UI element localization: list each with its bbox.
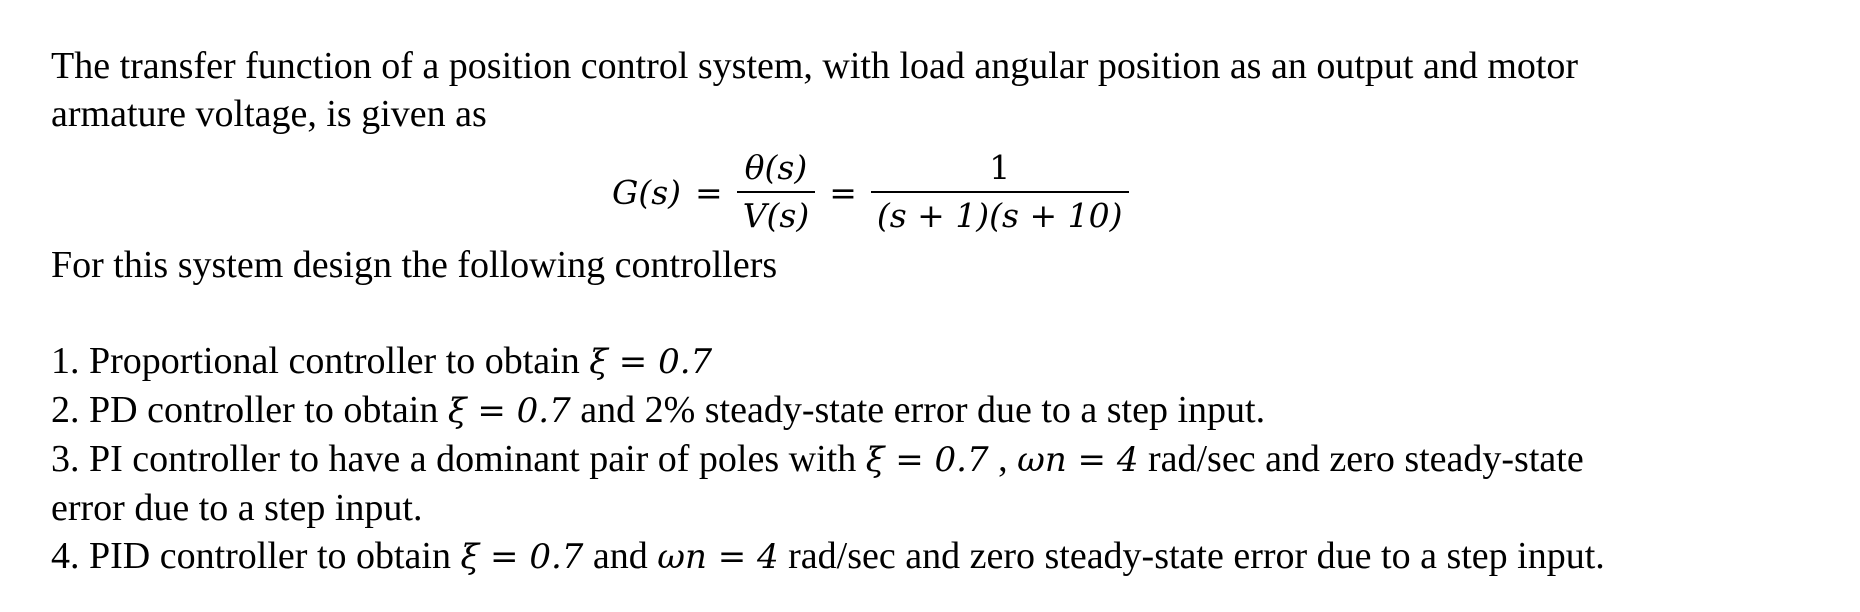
item-3-text-a: 3. PI controller to have a dominant pair of poles with [51, 438, 866, 480]
item-3-text-b: , [988, 438, 1018, 480]
equation-equals-1: = [695, 172, 723, 212]
item-4-text-c: rad/sec and zero steady-state error due to a step input. [778, 535, 1605, 577]
item-4-text-a: 4. PID controller to obtain [51, 535, 461, 577]
fraction-2-numerator: 1 [989, 148, 1011, 187]
fraction-2-denominator: (s + 1)(s + 10) [876, 196, 1123, 235]
list-item-1 [51, 337, 1831, 386]
list-item-3 [51, 435, 1831, 532]
item-3-math-b: ωn = 4 [1017, 440, 1139, 480]
list-item-4 [51, 532, 1831, 581]
item-4-math-a: ξ = 0.7 [460, 537, 584, 577]
fraction-theta-over-v [737, 145, 816, 239]
equation-equals-2: = [829, 172, 857, 212]
item-3-line-1 [51, 435, 1831, 484]
list-item-2 [51, 386, 1831, 435]
fraction-1-denominator: V(s) [742, 196, 810, 235]
item-4-math-b: ωn = 4 [657, 537, 779, 577]
intro-line-1: The transfer function of a position control system, with load angular position as an output and motor [51, 45, 1579, 87]
fraction-one-over-poles [871, 145, 1129, 239]
intro-paragraph [51, 42, 1811, 138]
item-1-text-a: 1. Proportional controller to obtain [51, 340, 590, 382]
item-3-math-a: ξ = 0.7 [865, 440, 989, 480]
controller-list [51, 337, 1831, 581]
item-3-line-2: error due to a step input. [51, 487, 423, 529]
intro-line-2: armature voltage, is given as [51, 93, 487, 135]
item-1-math-a: ξ = 0.7 [589, 342, 713, 382]
equation-lhs: G(s) [612, 172, 682, 212]
item-2-text-a: 2. PD controller to obtain [51, 389, 448, 431]
item-4-text-b: and [583, 535, 658, 577]
item-2-math-a: ξ = 0.7 [447, 391, 571, 431]
item-2-text-b: and 2% steady-state error due to a step input. [570, 389, 1266, 431]
transfer-function-equation [612, 138, 1129, 246]
controllers-intro-line: For this system design the following controllers [51, 244, 778, 286]
item-3-text-c: rad/sec and zero steady-state [1138, 438, 1584, 480]
fraction-1-numerator: θ(s) [744, 148, 808, 187]
